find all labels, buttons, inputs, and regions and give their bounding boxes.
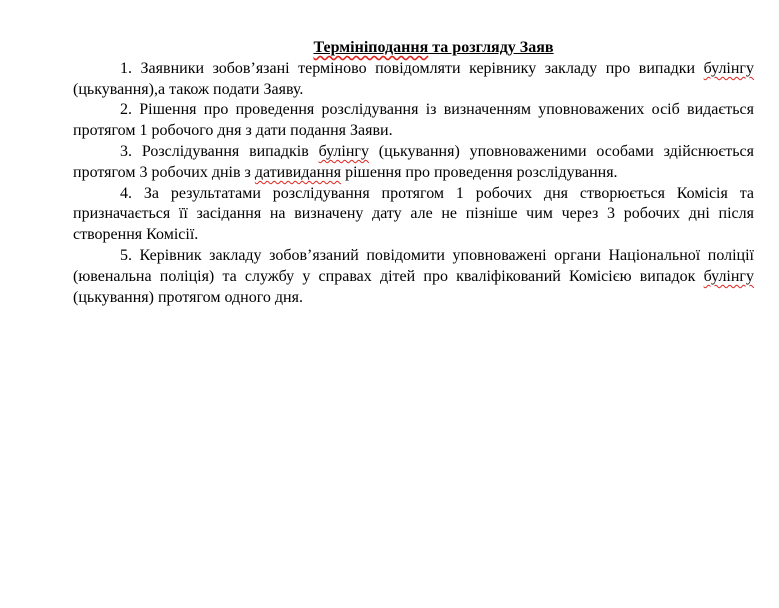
paragraph-3 (73, 142, 754, 184)
paragraph-2 (73, 100, 754, 142)
paragraph-3-text-end: рішення про проведення розслідування. (341, 163, 618, 181)
paragraph-3-text: 3. Розслідування випадків (120, 142, 319, 160)
title-rest: та розгляду Заяв (428, 39, 554, 56)
paragraph-1 (73, 59, 754, 101)
document-title (113, 38, 754, 59)
paragraph-1-text: 1. Заявники зобов’язані терміново повідомляти керівнику закладу про випадки (120, 59, 704, 77)
title-misspelled-word: Термініподання (313, 39, 429, 56)
paragraph-5 (73, 246, 754, 308)
paragraph-3-flagged-word: булінгу (318, 142, 369, 160)
paragraph-1-flagged-word: булінгу (703, 59, 754, 77)
paragraph-4-text: 4. За результатами розслідування протягом 1 робочих дня створюється Комісія та призначається її засідання на визначену дату але не пізніше чим через 3 робочих дні після створення Комісії. (73, 184, 754, 244)
paragraph-3-flagged-word-2: дативидання (254, 163, 342, 181)
paragraph-1-text-end: (цькування),а також подати Заяву. (73, 80, 304, 98)
paragraph-5-text: 5. Керівник закладу зобов’язаний повідомити уповноважені органи Національної поліції (ювенальна поліція) та службу у справах дітей про кваліфікований Комісією випадок (73, 246, 754, 285)
paragraph-2-text: 2. Рішення про проведення розслідування із визначенням уповноважених осіб видається протягом 1 робочого дня з дати подання Заяви. (73, 101, 754, 140)
document-page (73, 38, 754, 308)
paragraph-4 (73, 184, 754, 246)
paragraph-5-flagged-word: булінгу (703, 267, 754, 285)
paragraph-3-text-mid: (цькування) уповноваженими особами здійснюється протягом 3 робочих днів з (73, 142, 754, 181)
paragraph-5-text-end: (цькування) протягом одного дня. (73, 288, 303, 306)
